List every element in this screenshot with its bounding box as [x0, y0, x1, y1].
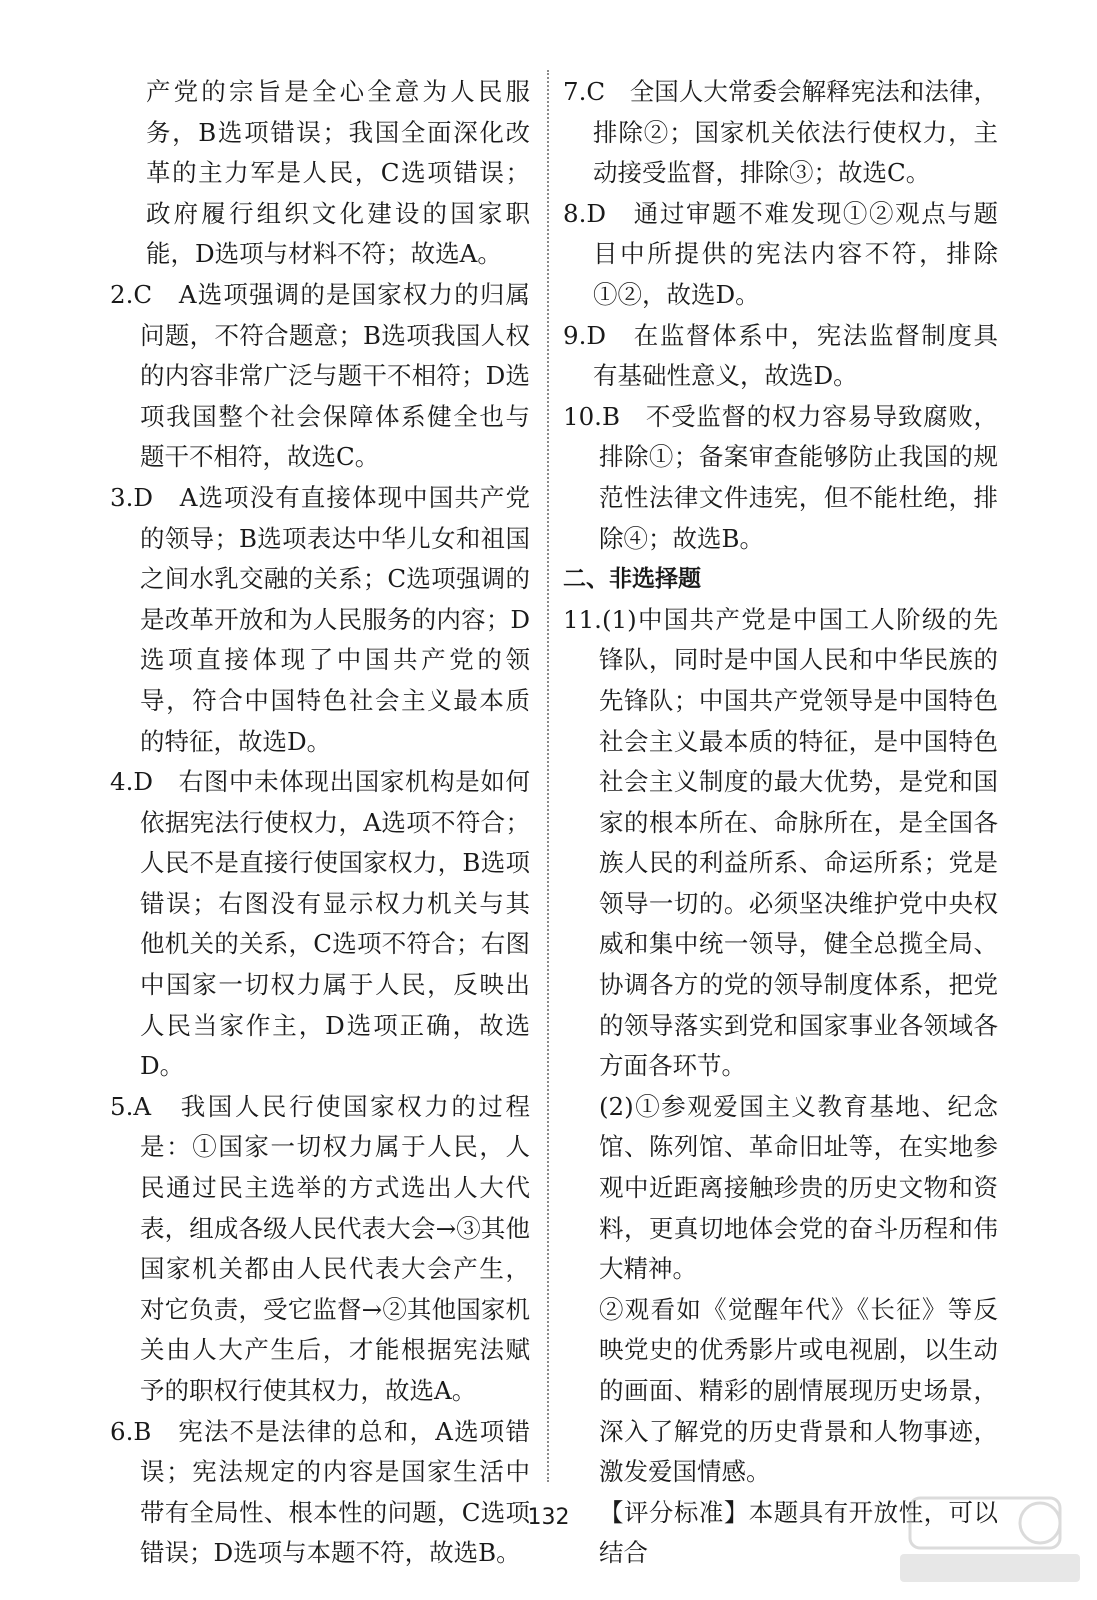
answer-6-text: 6.B 宪法不是法律的总和，A选项错误；宪法规定的内容是国家生活中带有全局性、根本性的问题，C选项错误；D选项与本题不符，故选B。: [110, 1416, 530, 1568]
answer-9-text: 9.D 在监督体系中，宪法监督制度具有基础性意义，故选D。: [563, 320, 998, 391]
answer-11-part-2b: [563, 1290, 998, 1493]
answer-5-text: 5.A 我国人民行使国家权力的过程是：①国家一切权力属于人民，人民通过民主选举的方式选出人大代表，组成各级人民代表大会→③其他国家机关都由人民代表大会产生，对它负责，受它监督→②其他国家机关由人大产生后，才能根据宪法赋予的职权行使其权力，故选A。: [110, 1091, 530, 1405]
watermark-icon: [890, 1490, 1090, 1590]
answer-11-part-1: [563, 600, 998, 1087]
answer-10-text: 10.B 不受监督的权力容易导致腐败，排除①；备案审查能够防止我国的规范性法律文件违宪，但不能杜绝，排除④；故选B。: [563, 401, 998, 553]
answer-4-text: 4.D 右图中未体现出国家机构是如何依据宪法行使权力，A选项不符合；人民不是直接行使国家权力，B选项错误；右图没有显示权力机关与其他机关的关系，C选项不符合；右图中国家一切权力属于人民，反映出人民当家作主，D选项正确，故选D。: [110, 767, 530, 1081]
answer-8: [563, 194, 998, 316]
answer-11-part-1-text: 11.(1)中国共产党是中国工人阶级的先锋队，同时是中国人民和中华民族的先锋队；中国共产党领导是中国特色社会主义最本质的特征，是中国特色社会主义制度的最大优势，是党和国家的根本所在、命脉所在，是全国各族人民的利益所系、命运所系；党是领导一切的。必须坚决维护党中央权威和集中统一领导，健全总揽全局、协调各方的党的领导制度体系，把党的领导落实到党和国家事业各领域各方面各环节。: [563, 604, 998, 1081]
answer-6: [110, 1412, 530, 1574]
answer-5: [110, 1087, 530, 1412]
watermark-logo: [890, 1490, 1090, 1590]
answer-7-text: 7.C 全国人大常委会解释宪法和法律，排除②；国家机关依法行使权力，主动接受监督，排除③；故选C。: [563, 77, 998, 188]
answer-7: [563, 72, 998, 194]
answer-11-part-2b-text: ②观看如《觉醒年代》《长征》等反映党史的优秀影片或电视剧，以生动的画面、精彩的剧情展现历史场景，深入了解党的历史背景和人物事迹，激发爱国情感。: [599, 1294, 998, 1487]
answer-8-text: 8.D 通过审题不难发现①②观点与题目中所提供的宪法内容不符，排除①②，故选D。: [563, 198, 998, 309]
answer-4: [110, 762, 530, 1087]
answer-11-part-2a: [563, 1087, 998, 1290]
answer-2-text: 2.C A选项强调的是国家权力的归属问题，不符合题意；B选项我国人权的内容非常广泛与题干不相符；D选项我国整个社会保障体系健全也与题干不相符，故选C。: [110, 279, 530, 472]
section-title: 二、非选择题: [563, 566, 701, 593]
answer-10: [563, 397, 998, 559]
left-column: [110, 72, 530, 1574]
right-column: [563, 72, 998, 1574]
answer-3: [110, 478, 530, 762]
answer-9: [563, 316, 998, 397]
column-divider: [547, 70, 549, 1482]
answer-3-text: 3.D A选项没有直接体现中国共产党的领导；B选项表达中华儿女和祖国之间水乳交融的关系；C选项强调的是改革开放和为人民服务的内容；D选项直接体现了中国共产党的领导，符合中国特色社会主义最本质的特征，故选D。: [110, 482, 530, 756]
answer-2: [110, 275, 530, 478]
scoring-standard-text: 【评分标准】本题具有开放性，可以结合: [599, 1497, 998, 1568]
page-number: 132: [527, 1505, 570, 1530]
answer-1-continued: [110, 72, 530, 275]
answer-11-part-2a-text: (2)①参观爱国主义教育基地、纪念馆、陈列馆、革命旧址等，在实地参观中近距离接触珍贵的历史文物和资料，更真切地体会党的奋斗历程和伟大精神。: [599, 1091, 998, 1284]
answer-1-text: 产党的宗旨是全心全意为人民服务，B选项错误；我国全面深化改革的主力军是人民，C选项错误；政府履行组织文化建设的国家职能，D选项与材料不符；故选A。: [146, 77, 530, 269]
